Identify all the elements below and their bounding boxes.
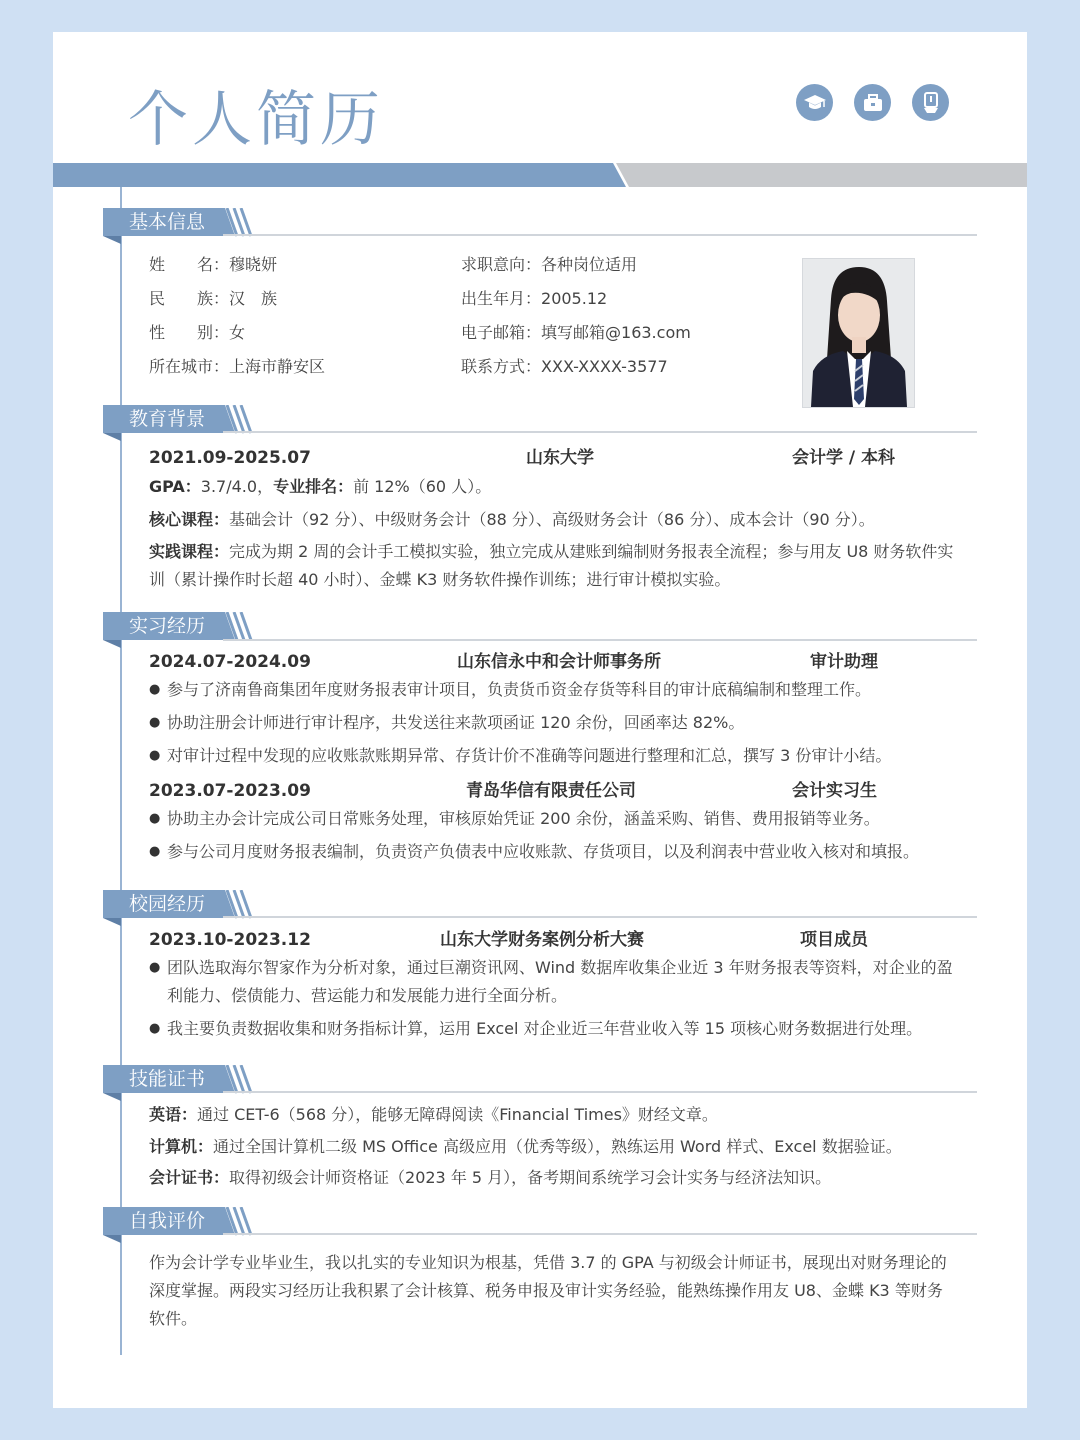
field-value: 女	[229, 323, 246, 342]
section-rule	[223, 916, 977, 918]
field-label: 所在城市：	[149, 357, 230, 376]
intern2-role: 会计实习生	[792, 781, 877, 801]
section-title: 校园经历	[129, 893, 206, 915]
intern2-org: 青岛华信有限责任公司	[466, 781, 636, 801]
edu-core-courses	[149, 510, 875, 530]
skill-english	[149, 1105, 718, 1125]
section-title: 基本信息	[129, 211, 206, 233]
email-row	[461, 323, 691, 343]
skill-cert	[149, 1168, 831, 1188]
list-item: ● 参与公司月度财务报表编制，负责资产负债表中应收账款、存货项目，以及利润表中营业收入核对和填报。	[149, 838, 955, 866]
resume-page	[53, 32, 1027, 1408]
section-rule	[223, 431, 977, 433]
section-rule	[223, 639, 977, 641]
intern1-org: 山东信永中和会计师事务所	[457, 652, 661, 672]
field-label: 出生年月：	[461, 289, 542, 308]
edu-school: 山东大学	[526, 448, 594, 468]
page-title: 个人简历	[128, 85, 384, 155]
section-header-internship	[103, 612, 263, 640]
intern1-role: 审计助理	[810, 652, 878, 672]
field-value: 前 12%（60 人）。	[353, 477, 492, 496]
field-label: 会计证书：	[149, 1168, 230, 1187]
city-row	[149, 357, 325, 377]
field-label: 姓 名：	[149, 255, 230, 274]
section-title: 教育背景	[129, 408, 206, 430]
field-label: 求职意向：	[461, 255, 542, 274]
field-value: 通过全国计算机二级 MS Office 高级应用（优秀等级），熟练运用 Word 样式、Excel 数据验证。	[213, 1137, 902, 1156]
field-value: 3.7/4.0，	[200, 477, 274, 496]
section-title: 自我评价	[129, 1210, 206, 1232]
list-item: ● 协助注册会计师进行审计程序，共发送往来款项函证 120 余份，回函率达 82%。	[149, 709, 955, 737]
list-item: ● 团队选取海尔智家作为分析对象，通过巨潮资讯网、Wind 数据库收集企业近 3 年财务报表等资料，对企业的盈利能力、偿债能力、营运能力和发展能力进行全面分析。	[149, 954, 955, 1010]
field-value: 穆晓妍	[229, 255, 278, 274]
field-label: 民 族：	[149, 289, 230, 308]
field-value: 汉 族	[229, 289, 278, 308]
campus-period: 2023.10-2023.12	[149, 930, 311, 950]
profile-photo	[802, 258, 915, 408]
header-band	[53, 163, 1027, 187]
section-header-education	[103, 405, 263, 433]
self-evaluation: 作为会计学专业毕业生，我以扎实的专业知识为根基，凭借 3.7 的 GPA 与初级会计师证书，展现出对财务理论的深度掌握。两段实习经历让我积累了会计核算、税务申报及审计实务经验，能熟练操作用友 U8、金蝶 K3 等财务软件。	[149, 1253, 947, 1328]
field-value: 2005.12	[541, 289, 608, 308]
field-value: 基础会计（92 分）、中级财务会计（88 分）、高级财务会计（86 分）、成本会计（90 分）。	[229, 510, 875, 529]
field-label: 联系方式：	[461, 357, 542, 376]
section-header-skills	[103, 1065, 263, 1093]
section-header-campus	[103, 890, 263, 918]
field-value: 上海市静安区	[229, 357, 326, 376]
intent-row	[461, 255, 637, 275]
section-title: 技能证书	[129, 1068, 206, 1090]
section-header-basic	[103, 208, 263, 236]
field-value: 完成为期 2 周的会计手工模拟实验，独立完成从建账到编制财务报表全流程；参与用友 U8 财务软件实训（累计操作时长超 40 小时）、金蝶 K3 财务软件操作训练；进行审计模拟实验。	[149, 542, 954, 589]
campus-role: 项目成员	[800, 930, 868, 950]
field-label: 电子邮箱：	[461, 323, 542, 342]
field-label: 性 别：	[149, 323, 230, 342]
field-label: 计算机：	[149, 1137, 214, 1156]
field-label: GPA：	[149, 477, 201, 496]
intern1-period: 2024.07-2024.09	[149, 652, 311, 672]
certificate-icon	[912, 84, 949, 121]
list-item: ● 我主要负责数据收集和财务指标计算，运用 Excel 对企业近三年营业收入等 15 项核心财务数据进行处理。	[149, 1015, 955, 1043]
list-item: ● 协助主办会计完成公司日常账务处理，审核原始凭证 200 余份，涵盖采购、销售、费用报销等业务。	[149, 805, 955, 833]
campus-org: 山东大学财务案例分析大赛	[440, 930, 644, 950]
field-label: 英语：	[149, 1105, 198, 1124]
name-row	[149, 255, 277, 275]
field-label: 核心课程：	[149, 510, 230, 529]
birth-row	[461, 289, 607, 309]
section-rule	[223, 1091, 977, 1093]
section-header-self	[103, 1207, 263, 1235]
phone-row	[461, 357, 668, 377]
field-value: 填写邮箱@163.com	[541, 323, 691, 342]
list-item: ● 参与了济南鲁商集团年度财务报表审计项目，负责货币资金存货等科目的审计底稿编制和整理工作。	[149, 676, 955, 704]
timeline-line	[120, 187, 122, 1355]
section-title: 实习经历	[129, 615, 206, 637]
section-rule	[223, 234, 977, 236]
ethnic-row	[149, 289, 277, 309]
edu-practice	[149, 538, 955, 594]
gender-row	[149, 323, 245, 343]
briefcase-icon	[854, 84, 891, 121]
field-value: 各种岗位适用	[541, 255, 638, 274]
field-value: 通过 CET-6（568 分），能够无障碍阅读《Financial Times》财经文章。	[197, 1105, 718, 1124]
list-item: ● 对审计过程中发现的应收账款账期异常、存货计价不准确等问题进行整理和汇总，撰写 3 份审计小结。	[149, 742, 955, 770]
field-value: XXX-XXXX-3577	[541, 357, 668, 376]
field-label: 实践课程：	[149, 542, 230, 561]
field-value: 取得初级会计师资格证（2023 年 5 月），备考期间系统学习会计实务与经济法知识。	[229, 1168, 832, 1187]
skill-computer	[149, 1137, 902, 1157]
edu-major: 会计学 / 本科	[792, 448, 896, 468]
intern2-period: 2023.07-2023.09	[149, 781, 311, 801]
edu-period: 2021.09-2025.07	[149, 448, 311, 468]
section-rule	[223, 1233, 977, 1235]
edu-gpa	[149, 477, 491, 497]
graduation-cap-icon	[796, 84, 833, 121]
field-label: 专业排名：	[273, 477, 354, 496]
